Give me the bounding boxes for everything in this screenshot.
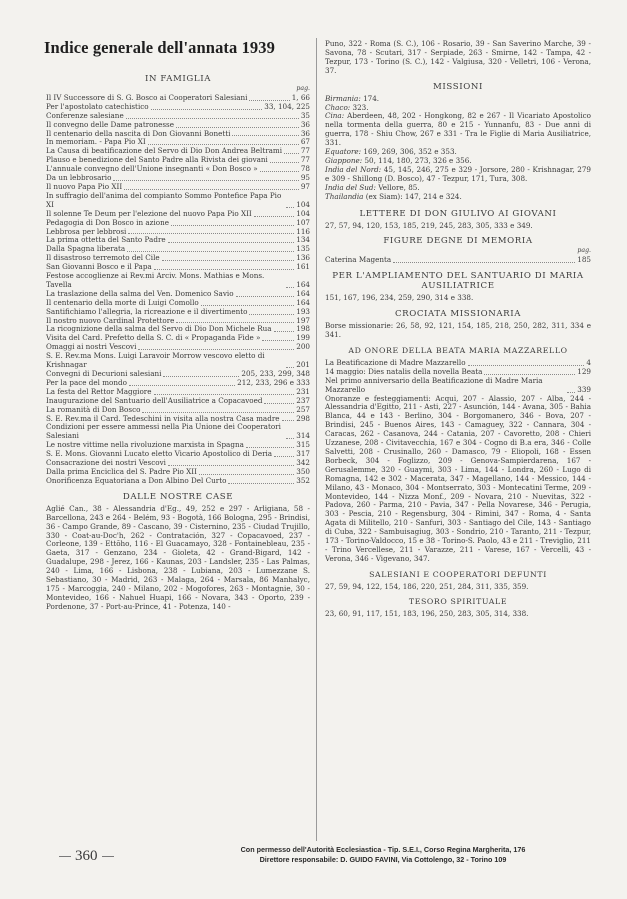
leader-dots	[262, 340, 294, 341]
leader-dots	[201, 305, 295, 306]
salesiani-defunti-text: 27, 59, 94, 122, 154, 186, 220, 251, 284, 311, 335, 359.	[325, 581, 529, 591]
section-heading-dalle-nostre-case: DALLE NOSTRE CASE	[122, 491, 234, 502]
entry-title: La traslazione della salma del Ven. Domenico Savio	[46, 288, 234, 298]
leader-dots	[236, 296, 295, 297]
entry-title: Il centenario della morte di Luigi Comollo	[46, 297, 199, 307]
missioni-label: Birmania:	[325, 93, 361, 103]
missioni-label: Thailandia	[325, 191, 364, 201]
mazzarello-onoranze-text: Onoranze e festeggiamenti: Acqui, 207 - Alassio, 207 - Alba, 244 - Alessandria d'Egitto, 211 - Asti, 227 - Asunción, 144 - Avana, 305 - Bahia Blanca, 44 e 143 - Berlino, 304 - Borgomanero, 346 - Bova, 207 - Brindisi, 245 - Buenos Aires, 143 - Camaguey, 322 - Cannara, 304 - Caracas, 262 - Casanova, 244 - Catania, 207 - Cavoretto, 208 - Chieri Uzzanese, 208 - Civitavecchia, 167 e 304 - Cogno di B.a era, 346 - Colle Salvetti, 208 - Crusinallo, 260 - Damasco, 79 - Eliopoli, 168 - Essen Borbeck, 304 - Foglizzo, 209 - Genova-Sampierdarena, 167 - Gerusalemme, 320 - Guaymi, 303 - Lima, 144 - Londra, 260 - Lugo di Romagna, 142 e 302 - Macerata, 347 - Magellano, 144 - Messico, 144 - Milano, 43 - Monaco, 304 - Montserrato, 303 - Montecatini Terme, 209 - Montevideo, 144 - Nizza Monf., 209 - Novara, 210 - Nuevitas, 322 - Padova, 260 - Parma, 210 - Pavia, 347 - Pella Novarese, 346 - Perugia, 303 - Pescia, 210 - Regensburg, 304 - Rimini, 347 - Roma, 4 - Santa Agata di Militello, 210 - Sanfuri, 303 - Santiago del Cile, 143 - Santiago di Cuba, 322 - Sambuisagiug, 303 - Sondrio, 210 - Taranto, 211 - Tezpur, 173 - Torino-Valdocco, 15 e 38 - Torino-S. Paolo, 43 e 211 - Treviglio, 211 - Trino Vercellese, 211 - Varazze, 211 - Varese, 167 - Vercelli, 43 - Verona, 346 - Vigevano, 347.	[325, 393, 591, 563]
missioni-list	[325, 95, 591, 202]
section-heading-figure: FIGURE DEGNE DI MEMORIA	[383, 236, 533, 247]
leader-dots	[113, 180, 298, 181]
imprint-line-1: Con permesso dell'Autorità Ecclesiastica - Tip. S.E.I., Corso Regina Margherita, 176	[240, 845, 526, 854]
entry-page: 116	[296, 226, 310, 236]
entry-page: 315	[296, 440, 310, 450]
leader-dots	[484, 374, 575, 375]
leader-dots	[163, 376, 239, 377]
entry-title: S. E. Mons. Giovanni Lucato eletto Vicario Apostolico di Deria	[46, 449, 273, 459]
missioni-line	[325, 112, 591, 148]
entry-title: Inaugurazione del Santuario dell'Ausiliatrice a Copacavoed	[46, 395, 263, 405]
entry-title: Lebbrosa per lebbrosi	[46, 226, 127, 236]
missioni-label: Giappone:	[325, 155, 363, 165]
mazzarello-list	[325, 359, 591, 395]
entry-page: 298	[296, 413, 310, 423]
dash-left	[59, 856, 71, 857]
entry-title: La prima ottetta del Santo Padre	[46, 235, 166, 245]
figure-entry	[325, 256, 591, 265]
entry-page: 193	[296, 306, 310, 316]
missioni-label: India del Nord:	[325, 164, 382, 174]
leader-dots	[154, 269, 295, 270]
imprint-footer	[168, 845, 598, 865]
entry-title: Omaggi ai nostri Vescovi	[46, 342, 137, 352]
entry-title: La festa del Rettor Maggiore	[46, 386, 152, 396]
right-column	[325, 40, 591, 619]
leader-dots	[128, 233, 294, 234]
page-number	[55, 848, 118, 865]
entry-page: 317	[296, 449, 310, 459]
entry-title: 14 maggio: Dies natalis della novella Beata	[325, 366, 483, 376]
entry-title: Il nuovo Papa Pio XII	[46, 181, 123, 191]
dash-right	[102, 856, 114, 857]
entry-page: 197	[296, 315, 310, 325]
entry-title: San Giovanni Bosco e il Papa	[46, 262, 152, 272]
figure-list	[325, 256, 591, 265]
leader-dots	[171, 225, 294, 226]
entry-page: 136	[296, 253, 310, 263]
entry-page: 164	[296, 288, 310, 298]
entry-page: 231	[296, 386, 310, 396]
entry-title: Caterina Magenta	[325, 255, 392, 265]
entry-page: 161	[296, 262, 310, 272]
in-famiglia-entry	[46, 192, 310, 210]
case-continued-text: Puno, 322 - Roma (S. C.), 106 - Rosario, 39 - San Saverino Marche, 39 - Savona, 78 - Scutari, 317 - Serpiade, 263 - Smirne, 142 - Tampa, 42 - Tezpur, 173 - Torino (S. C.), 142 - Valgiusa, 320 - Velletri, 106 - Verona, 37.	[325, 39, 591, 75]
in-famiglia-entry	[46, 352, 310, 370]
leader-dots	[151, 109, 263, 110]
entry-title: La ricognizione della salma del Servo di Dio Don Michele Rua	[46, 324, 272, 334]
leader-dots	[246, 447, 294, 448]
entry-title: Le nostre vittime nella rivoluzione marxista in Spagna	[46, 440, 244, 450]
entry-page: 1, 66	[291, 92, 310, 102]
entry-title: S. E. Rev.ma il Card. Tedeschini in visita alla nostra Casa madre	[46, 413, 280, 423]
leader-dots	[199, 474, 294, 475]
entry-page: 95	[300, 173, 310, 183]
leader-dots	[284, 153, 299, 154]
leader-dots	[127, 251, 294, 252]
leader-dots	[286, 207, 294, 208]
figure-pag-label: pag.	[577, 247, 591, 255]
entry-page: 78	[300, 164, 310, 174]
leader-dots	[260, 171, 299, 172]
entry-title: La Causa di beatificazione del Servo di Dio Don Andrea Beltrami	[46, 146, 283, 156]
leader-dots	[148, 144, 299, 145]
column-divider	[316, 38, 317, 841]
entry-title: Onorificenza Equatoriana a Don Albino Del Curto	[46, 475, 227, 485]
leader-dots	[567, 392, 575, 393]
missioni-line	[325, 193, 591, 202]
entry-title: Visita del Card. Prefetto della S. C. di « Propaganda Fide »	[46, 333, 261, 343]
entry-title: Il centenario della nascita di Don Giovanni Bonetti	[46, 128, 231, 138]
missioni-text: 174.	[363, 93, 380, 103]
entry-page: 36	[300, 119, 310, 129]
tesoro-text: 23, 60, 91, 117, 151, 183, 196, 250, 283, 305, 314, 338.	[325, 608, 529, 618]
missioni-text: 45, 145, 246, 275 e 329 - Jorsore, 280 - Krishnagar, 279 e 309 - Shillong (D. Bosco), 47 - Tezpur, 171, Tura, 308.	[325, 164, 591, 183]
in-famiglia-entry	[46, 477, 310, 486]
lettere-text: 27, 57, 94, 120, 153, 185, 219, 245, 283, 305, 333 e 349.	[325, 220, 533, 230]
entry-page: 350	[296, 466, 310, 476]
entry-title: Festose accoglienze ai Rev.mi Arciv. Mons. Mathias e Mons. Tavella	[46, 271, 265, 289]
entry-title: Consacrazione dei nostri Vescovi	[46, 458, 166, 468]
ampliamento-text: 151, 167, 196, 234, 259, 290, 314 e 338.	[325, 293, 474, 303]
entry-page: 342	[296, 458, 310, 468]
missioni-label: Chaco:	[325, 102, 351, 112]
entry-page: 36	[300, 128, 310, 138]
leader-dots	[168, 465, 294, 466]
entry-title: Il disastroso terremoto del Cile	[46, 253, 160, 263]
entry-page: 352	[296, 475, 310, 485]
entry-title: Pedagogia di Don Bosco in azione	[46, 217, 169, 227]
entry-page: 205, 233, 299, 348	[241, 369, 310, 378]
leader-dots	[162, 260, 295, 261]
leader-dots	[274, 331, 295, 332]
missioni-text: Aberdeen, 48, 202 - Hongkong, 82 e 267 - Il Vicariato Apostolico nella tormenta della guerra, 80 e 215 - Yunnanfu, 83 - Due anni di guerra, 178 - Shiu Chow, 267 e 331 - Tra le Figlie di Maria Ausiliatrice, 331.	[325, 111, 591, 148]
entry-title: Il convegno delle Dame patronesse	[46, 119, 175, 129]
index-title: Indice generale dell'annata 1939	[44, 38, 275, 57]
leader-dots	[274, 456, 294, 457]
entry-page: 4	[586, 357, 591, 367]
leader-dots	[468, 365, 585, 366]
entry-page: 135	[296, 244, 310, 254]
imprint-line-2: Direttore responsabile: D. GUIDO FAVINI, Via Cottolengo, 32 - Torino 109	[259, 855, 507, 864]
entry-title: Dalla Spagna liberata	[46, 244, 126, 254]
leader-dots	[232, 135, 298, 136]
leader-dots	[264, 403, 294, 404]
entry-title: Plauso e benedizione del Santo Padre alla Rivista dei giovani	[46, 155, 268, 165]
leader-dots	[286, 287, 294, 288]
missioni-text: (ex Siam): 147, 214 e 324.	[365, 191, 462, 201]
page-number-value: 360	[75, 848, 98, 864]
leader-dots	[282, 420, 295, 421]
entry-page: 257	[296, 404, 310, 414]
missioni-label: Cina:	[325, 111, 345, 121]
missioni-label: India del Sud:	[325, 182, 376, 192]
leader-dots	[249, 314, 294, 315]
section-heading-crociata: CROCIATA MISSIONARIA	[394, 309, 522, 320]
leader-dots	[168, 242, 295, 243]
entry-page: 237	[296, 395, 310, 405]
entry-page: 198	[296, 324, 310, 334]
section-heading-in-famiglia: IN FAMIGLIA	[144, 74, 212, 84]
entry-title: Dalla prima Enciclica del S. Padre Pio XII	[46, 466, 197, 476]
entry-page: 164	[296, 297, 310, 307]
entry-page: 201	[296, 360, 310, 370]
leader-dots	[254, 216, 295, 217]
section-heading-mazzarello: AD ONORE DELLA BEATA MARIA MAZZARELLO	[348, 345, 568, 355]
missioni-text: 50, 114, 180, 273, 326 e 356.	[364, 155, 472, 165]
leader-dots	[138, 349, 294, 350]
entry-page: 164	[296, 279, 310, 289]
left-column	[46, 70, 310, 612]
leader-dots	[249, 100, 289, 101]
section-heading-ampliamento: PER L'AMPLIAMENTO DEL SANTUARIO DI MARIA AUSILIATRICE	[332, 271, 584, 292]
section-heading-salesiani-defunti: SALESIANI E COOPERATORI DEFUNTI	[369, 569, 547, 579]
entry-title: Per l'apostolato catechistico	[46, 101, 149, 111]
entry-page: 185	[577, 255, 591, 265]
entry-page: 33, 104, 225	[264, 101, 310, 111]
entry-page: 314	[296, 431, 310, 441]
entry-title: Per la pace del mondo	[46, 377, 127, 387]
in-famiglia-list	[46, 94, 310, 486]
entry-title: Santifichiamo l'allegria, la ricreazione e il divertimento	[46, 306, 248, 316]
entry-page: 107	[296, 217, 310, 227]
section-heading-tesoro: TESORO SPIRITUALE	[408, 596, 508, 606]
leader-dots	[286, 367, 294, 368]
entry-title: Il nostro nuovo Cardinal Protettore	[46, 315, 175, 325]
entry-title: La Beatificazione di Madre Mazzarello	[325, 357, 466, 367]
in-famiglia-entry	[46, 272, 310, 290]
leader-dots	[270, 162, 299, 163]
entry-page: 77	[300, 155, 310, 165]
entry-page: 199	[296, 333, 310, 343]
entry-title: In suffragio dell'anima del compianto Sommo Pontefice Papa Pio XI	[46, 190, 282, 209]
entry-page: 77	[300, 146, 310, 156]
missioni-label: Equatore:	[325, 147, 362, 157]
leader-dots	[124, 189, 299, 190]
entry-title: Il IV Successore di S. G. Bosco ai Cooperatori Salesiani	[46, 92, 248, 102]
crociata-text: Borse missionarie: 26, 58, 92, 121, 154, 185, 218, 250, 282, 311, 334 e 341.	[325, 321, 591, 340]
leader-dots	[129, 385, 235, 386]
missioni-text: 323.	[352, 102, 369, 112]
entry-page: 104	[296, 208, 310, 218]
entry-title: Convegni di Decurioni salesiani	[46, 369, 162, 378]
entry-title: Condizioni per essere ammessi nella Pia Unione dei Cooperatori Salesiani	[46, 422, 281, 441]
leader-dots	[228, 483, 294, 484]
missioni-line	[325, 166, 591, 184]
entry-page: 339	[577, 384, 591, 394]
entry-page: 97	[300, 181, 310, 191]
entry-title: Da un lebbrosario	[46, 173, 112, 183]
entry-title: L'annuale convegno dell'Unione insegnanti « Don Bosco »	[46, 164, 258, 174]
entry-title: Nel primo anniversario della Beatificazione di Madre Maria Mazzarello	[325, 375, 543, 394]
leader-dots	[393, 262, 575, 263]
entry-page: 67	[300, 137, 310, 147]
in-famiglia-entry	[46, 423, 310, 441]
entry-page: 200	[296, 342, 310, 352]
dalle-nostre-case-text: Aglié Can., 38 - Alessandria d'Eg., 49, 252 e 297 - Arligiana, 58 - Barcellona, 243 e 264 - Belém, 93 - Bogotà, 166 Bologna, 295 - Brindisi, 36 - Campo Grande, 89 - Cascano, 39 - Cisternino, 235 - Ciudad Trujillo, 330 - Coat-au-Doc'h, 262 - Contratación, 327 - Copacavoed, 237 - Corleone, 139 - Ettōho, 116 - El Guacamayo, 328 - Fontainebleau, 235 - Gaeta, 317 - Genzano, 234 - Gioleta, 42 - Grand-Bigard, 142 - Guadalupe, 298 - Jerez, 166 - Kaunas, 203 - Landsler, 235 - Las Palmas, 240 - Lima, 166 - Lisbona, 238 - Lubiana, 203 - Lumezzane S. Sebastiano, 30 - Madrid, 263 - Malaga, 264 - Marsala, 86 Manhalyc, 175 - Marcoggia, 240 - Milano, 202 - Mogofores, 263 - Montagnie, 30 - Montevideo, 166 - Nahuel Huapi, 166 - Novara, 343 - Oporto, 239 - Pordenone, 37 - Port-au-Prince, 41 - Potenza, 140 -	[46, 503, 310, 611]
leader-dots	[176, 322, 294, 323]
leader-dots	[142, 412, 294, 413]
entry-page: 104	[296, 199, 310, 209]
leader-dots	[176, 127, 299, 128]
leader-dots	[286, 438, 294, 439]
entry-page: 35	[300, 110, 310, 120]
entry-page: 129	[577, 366, 591, 376]
section-heading-missioni: MISSIONI	[433, 81, 483, 92]
leader-dots	[126, 118, 299, 119]
missioni-text: Vellore, 85.	[378, 182, 420, 192]
section-heading-lettere: LETTERE DI DON GIULIVO AI GIOVANI	[359, 208, 557, 219]
pag-label: pag.	[296, 85, 310, 92]
entry-title: In memoriam. - Papa Pio XI	[46, 137, 146, 147]
entry-title: Conferenze salesiane	[46, 110, 124, 120]
entry-page: 134	[296, 235, 310, 245]
entry-title: La romanità di Don Bosco	[46, 404, 141, 414]
entry-title: Il solenne Te Deum per l'elezione del nuovo Papa Pio XII	[46, 208, 252, 218]
leader-dots	[154, 394, 295, 395]
missioni-text: 169, 269, 306, 352 e 353.	[363, 147, 457, 157]
entry-title: S. E. Rev.ma Mons. Luigi Laravoir Morrow vescovo eletto di Krishnagar	[46, 351, 265, 370]
mazzarello-entry	[325, 377, 591, 395]
entry-page: 212, 233, 296 e 333	[237, 377, 310, 387]
